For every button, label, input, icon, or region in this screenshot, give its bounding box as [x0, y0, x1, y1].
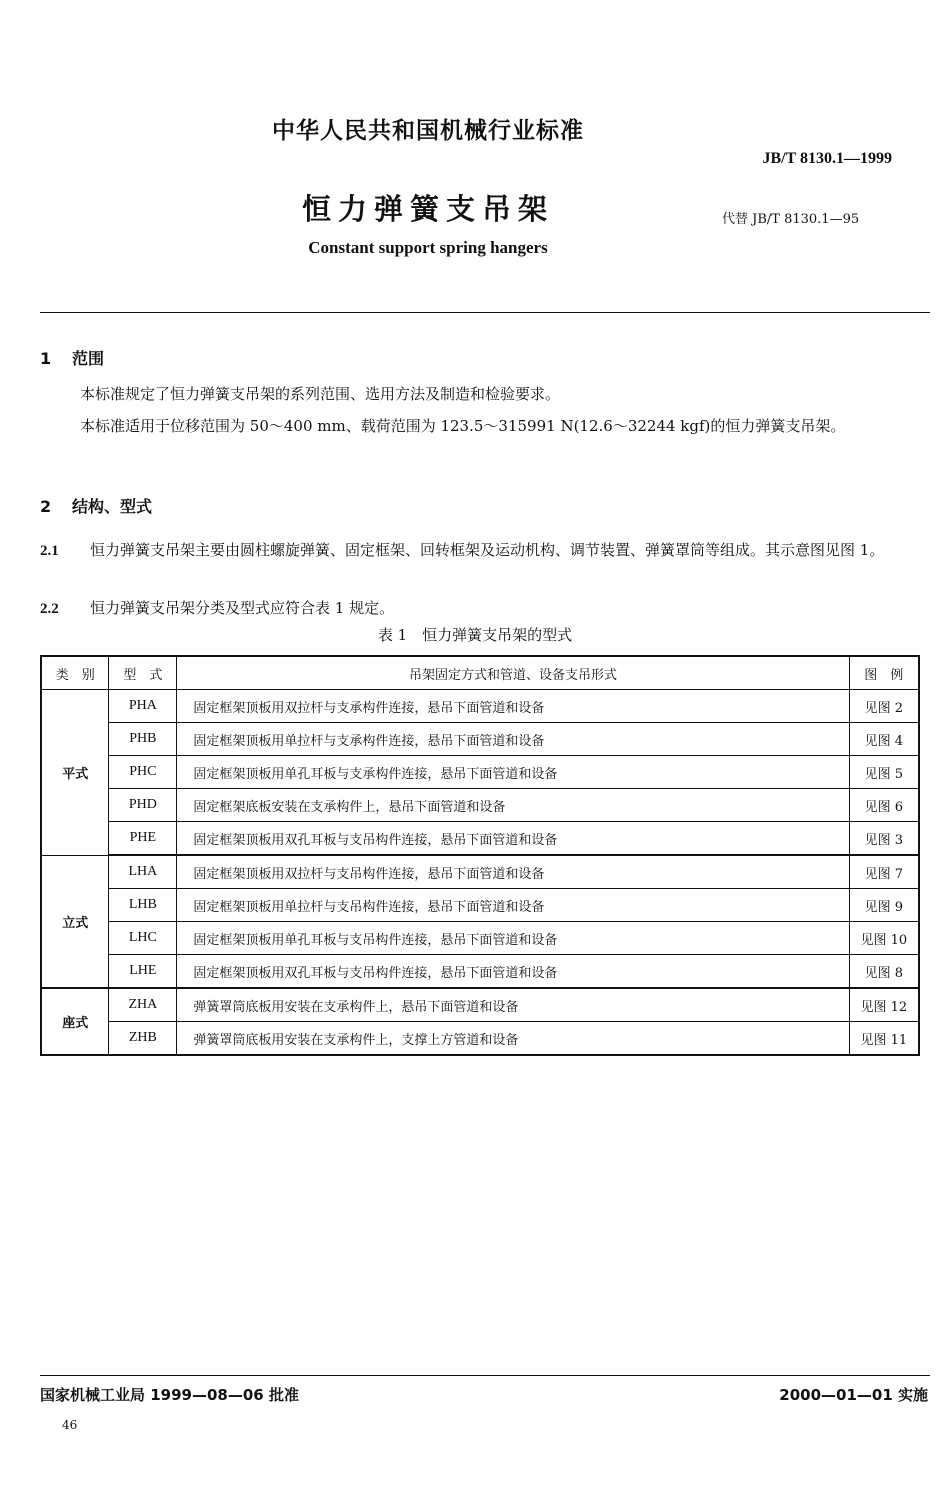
figure-cell: 见图 7 — [849, 855, 919, 889]
figure-cell: 见图 3 — [849, 822, 919, 856]
table-row — [41, 889, 919, 922]
description-cell: 固定框架顶板用单拉杆与支吊构件连接，悬吊下面管道和设备 — [177, 889, 849, 922]
figure-cell: 见图 12 — [849, 988, 919, 1022]
type-cell: PHC — [109, 756, 177, 789]
figure-cell: 见图 2 — [849, 690, 919, 723]
figure-cell: 见图 6 — [849, 789, 919, 822]
category-cell: 平式 — [41, 690, 109, 856]
section-2-number: 2 — [40, 497, 52, 516]
effective-date: 2000—01—01 实施 — [779, 1386, 928, 1404]
type-cell: LHA — [109, 855, 177, 889]
description-cell: 固定框架顶板用单拉杆与支承构件连接，悬吊下面管道和设备 — [177, 723, 849, 756]
clause-2-2-number: 2.2 — [40, 601, 59, 617]
table-caption: 表 1 恒力弹簧支吊架的型式 — [377, 626, 573, 644]
table-header-row — [41, 656, 919, 690]
section-1-title: 范围 — [72, 349, 105, 368]
table-row — [41, 955, 919, 989]
figure-cell: 见图 11 — [849, 1022, 919, 1056]
clause-2-1-number: 2.1 — [40, 543, 59, 559]
table-row — [41, 756, 919, 789]
type-cell: LHE — [109, 955, 177, 989]
type-cell: PHD — [109, 789, 177, 822]
figure-cell: 见图 10 — [849, 922, 919, 955]
replaces-standard: 代替 JB/T 8130.1—95 — [722, 212, 860, 227]
description-cell: 固定框架顶板用双孔耳板与支吊构件连接，悬吊下面管道和设备 — [177, 955, 849, 989]
figure-cell: 见图 4 — [849, 723, 919, 756]
description-cell: 固定框架底板安装在支承构件上，悬吊下面管道和设备 — [177, 789, 849, 822]
description-cell: 弹簧罩筒底板用安装在支承构件上，悬吊下面管道和设备 — [177, 988, 849, 1022]
table-row — [41, 922, 919, 955]
figure-cell: 见图 5 — [849, 756, 919, 789]
type-cell: LHC — [109, 922, 177, 955]
document-subtitle: Constant support spring hangers — [308, 238, 548, 257]
type-cell: PHB — [109, 723, 177, 756]
figure-cell: 见图 8 — [849, 955, 919, 989]
table-row — [41, 723, 919, 756]
header-figure: 图 例 — [849, 656, 919, 690]
header-type: 型 式 — [109, 656, 177, 690]
section-1-heading — [40, 346, 104, 369]
clause-2-2-text: 恒力弹簧支吊架分类及型式应符合表 1 规定。 — [90, 599, 395, 617]
description-cell: 固定框架顶板用双孔耳板与支吊构件连接，悬吊下面管道和设备 — [177, 822, 849, 856]
header-divider — [40, 312, 930, 313]
table-row — [41, 988, 919, 1022]
section-2-title: 结构、型式 — [72, 497, 153, 516]
table-row — [41, 789, 919, 822]
table-row — [41, 822, 919, 856]
description-cell: 固定框架顶板用双拉杆与支吊构件连接，悬吊下面管道和设备 — [177, 855, 849, 889]
page-number: 46 — [62, 1418, 78, 1432]
standard-title: 中华人民共和国机械行业标准 — [272, 118, 584, 144]
table-row — [41, 690, 919, 723]
type-cell: PHA — [109, 690, 177, 723]
section-2-heading — [40, 494, 152, 517]
clause-2-2 — [40, 594, 930, 623]
description-cell: 弹簧罩筒底板用安装在支承构件上，支撑上方管道和设备 — [177, 1022, 849, 1056]
section-1-paragraph-2: 本标准适用于位移范围为 50～400 mm、载荷范围为 123.5～315991 N(12.6～32244 kgf)的恒力弹簧支吊架。 — [80, 417, 846, 435]
table-row — [41, 855, 919, 889]
category-cell: 座式 — [41, 988, 109, 1055]
type-cell: PHE — [109, 822, 177, 856]
standard-number: JB/T 8130.1—1999 — [762, 150, 892, 167]
section-1-number: 1 — [40, 349, 52, 368]
description-cell: 固定框架顶板用单孔耳板与支承构件连接，悬吊下面管道和设备 — [177, 756, 849, 789]
type-cell: LHB — [109, 889, 177, 922]
type-cell: ZHB — [109, 1022, 177, 1056]
header-category: 类 别 — [41, 656, 109, 690]
approval-date: 国家机械工业局 1999—08—06 批准 — [40, 1386, 299, 1404]
category-cell: 立式 — [41, 855, 109, 988]
clause-2-1-text: 恒力弹簧支吊架主要由圆柱螺旋弹簧、固定框架、回转框架及运动机构、调节装置、弹簧罩筒等组成。其示意图见图 1。 — [90, 541, 885, 559]
footer-divider — [40, 1375, 930, 1376]
description-cell: 固定框架顶板用单孔耳板与支吊构件连接，悬吊下面管道和设备 — [177, 922, 849, 955]
document-title: 恒力弹簧支吊架 — [301, 192, 554, 226]
figure-cell: 见图 9 — [849, 889, 919, 922]
type-cell: ZHA — [109, 988, 177, 1022]
section-1-paragraph-1: 本标准规定了恒力弹簧支吊架的系列范围、选用方法及制造和检验要求。 — [80, 385, 561, 403]
description-cell: 固定框架顶板用双拉杆与支承构件连接，悬吊下面管道和设备 — [177, 690, 849, 723]
clause-2-1 — [40, 536, 930, 565]
hanger-type-table — [40, 655, 920, 1056]
table-row — [41, 1022, 919, 1056]
header-description: 吊架固定方式和管道、设备支吊形式 — [177, 656, 849, 690]
